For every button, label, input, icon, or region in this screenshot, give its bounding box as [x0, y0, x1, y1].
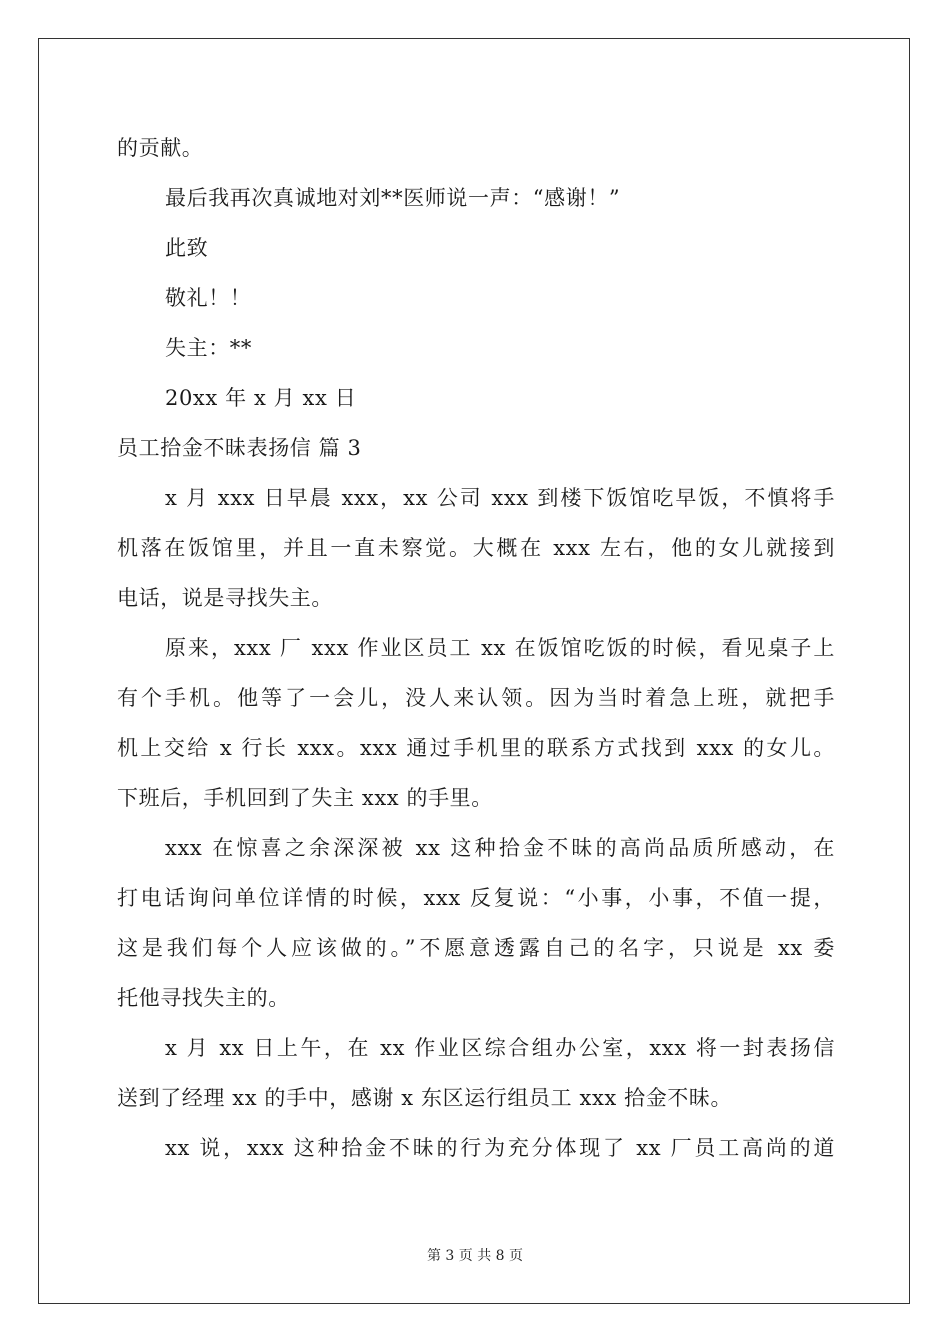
text-line: 托他寻找失主的。	[117, 986, 290, 1010]
text-line: 此致	[165, 236, 209, 260]
text-line: xx 说，xxx 这种拾金不昧的行为充分体现了 xx 厂员工高尚的道	[165, 1136, 835, 1160]
text-line: 敬礼！！	[165, 286, 252, 310]
text-line: 机上交给 x 行长 xxx。xxx 通过手机里的联系方式找到 xxx 的女儿。	[117, 736, 835, 760]
section-heading: 员工拾金不昧表扬信 篇 3	[117, 436, 362, 460]
page-footer: 第 3 页 共 8 页	[426, 1248, 524, 1264]
signature-line: 失主：**	[165, 336, 252, 360]
text-line: 有个手机。他等了一会儿，没人来认领。因为当时着急上班，就把手	[117, 686, 835, 710]
date-line: 20xx 年 x 月 xx 日	[165, 386, 357, 410]
text-line: 机落在饭馆里，并且一直未察觉。大概在 xxx 左右，他的女儿就接到	[117, 536, 835, 560]
text-line: xxx 在惊喜之余深深被 xx 这种拾金不昧的高尚品质所感动，在	[165, 836, 835, 860]
text-line: 最后我再次真诚地对刘**医师说一声：“感谢！”	[165, 186, 621, 210]
text-line: x 月 xx 日上午，在 xx 作业区综合组办公室，xxx 将一封表扬信	[165, 1036, 835, 1060]
document-body	[117, 128, 835, 1178]
text-line: 的贡献。	[117, 136, 204, 160]
text-line: 电话，说是寻找失主。	[117, 586, 333, 610]
text-line: 下班后，手机回到了失主 xxx 的手里。	[117, 786, 493, 810]
text-line: x 月 xxx 日早晨 xxx，xx 公司 xxx 到楼下饭馆吃早饭，不慎将手	[165, 486, 835, 510]
text-line: 送到了经理 xx 的手中，感谢 x 东区运行组员工 xxx 拾金不昧。	[117, 1086, 733, 1110]
text-line: 这是我们每个人应该做的。”不愿意透露自己的名字，只说是 xx 委	[117, 936, 835, 960]
text-line: 原来，xxx 厂 xxx 作业区员工 xx 在饭馆吃饭的时候，看见桌子上	[165, 636, 835, 660]
text-line: 打电话询问单位详情的时候，xxx 反复说：“小事，小事，不值一提，	[117, 886, 835, 910]
